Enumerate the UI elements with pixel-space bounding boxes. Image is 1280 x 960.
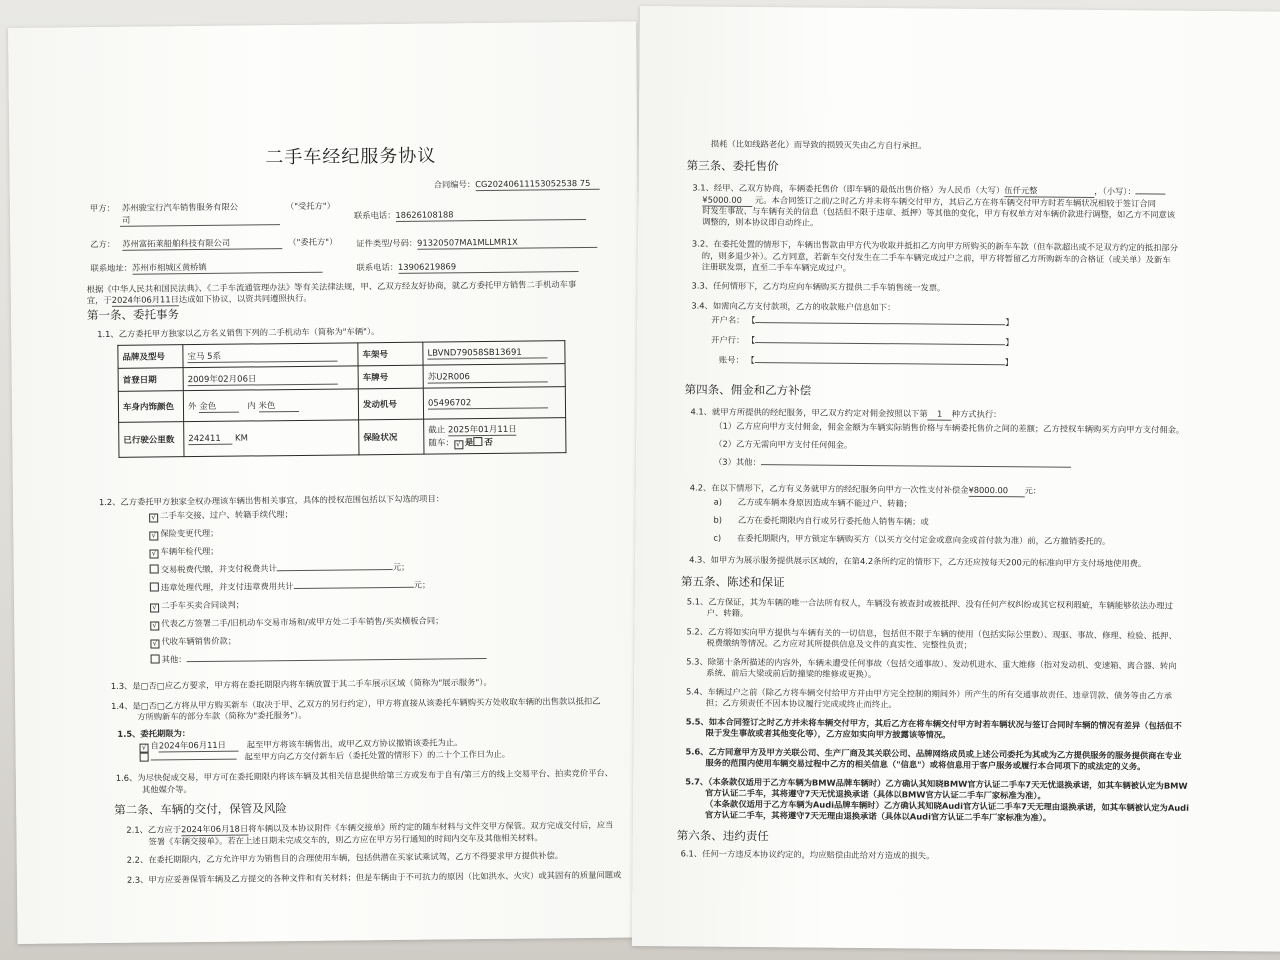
- reg-date-value: 2009年02月06日: [183, 366, 358, 391]
- clause-3-1-line-4: 调整的，则本协议即自动终止。: [702, 216, 819, 228]
- party-a-label: 甲方：: [89, 202, 115, 214]
- clause-3-2-line-2: 的，则多退少补）。乙方同意，若新车交付发生在二手车车辆完成过户之前，甲方将暂留乙方所购新车的合格证（或关单）及新车: [701, 250, 1171, 265]
- clause-2-1-line-1: 2.1、乙方应于2024年06月18日将车辆以及本协议附件《车辆交接单》所约定的随车材料与文件交甲方保管。双方完成交付后，应当: [126, 819, 614, 835]
- party-b-label: 乙方：: [90, 238, 116, 250]
- clause-1-2: 1.2、乙方委托甲方独家全权办理该车辆出售相关事宜，具体的授权范围包括以下勾选的项目：: [98, 493, 445, 508]
- section-2-title: 第二条、车辆的交付，保管及风险: [114, 801, 287, 817]
- vehicle-info-table: [117, 340, 566, 458]
- insurance-yes-checkbox: √: [454, 440, 463, 449]
- vin-label: 车架号: [358, 342, 423, 366]
- clause-5-4-line-1: 5.4、车辆过户之前（除乙方将车辆交付给甲方并由甲方完全控制的期间外）所产生的所有交通事故责任、违章罚款、债务等由乙方承: [685, 686, 1173, 701]
- clause-5-6-line-1: 5.6、乙方同意甲方及甲方关联公司、生产厂商及其关联公司、品牌网络成员或上述公司委托为其或为乙方提供服务的服务提供商在专业: [685, 746, 1182, 761]
- clause-5-7-line-2: 官方认证二手车，其将遵守7天无忧退换承诺（具体以BMW官方认证二手车厂家标准为准）。: [705, 787, 1046, 801]
- clause-5-5-line-1: 5.5、如本合同签订之时乙方并未将车辆交付甲方，其后乙方在将车辆交付甲方时若车辆状况与签订合同时车辆的情况有差异（包括但不: [685, 716, 1182, 731]
- section-5-title: 第五条、陈述和保证: [680, 574, 785, 590]
- clause-5-6-line-2: 服务的范围内使用车辆交易过程中乙方的相关信息（"信息"）或将信息用于客户服务或履行本合同项下的或法定的义务。: [705, 757, 1146, 772]
- clause-1-4-line-2: 方所购新车的部分车款（简称为"委托服务"）。: [137, 709, 307, 722]
- clause-1-1: 1.1、乙方委托甲方独家以乙方名义销售下列的二手机动车（简称为"车辆"）。: [97, 326, 380, 340]
- contract-number: 合同编号：CG20240611153052538 75: [434, 178, 600, 192]
- clause-3-1-line-1: 3.1、经甲、乙双方协商，车辆委托售价（即车辆的最低出售价格）为人民币（大写）伍仟元整 ，（小写）：: [692, 182, 1165, 198]
- auth-item-9: 其他：: [151, 651, 487, 666]
- reg-date-label: 首登日期: [118, 368, 183, 392]
- clause-5-1-line-1: 5.1、乙方保证，其为车辆的唯一合法所有权人，车辆没有被查封或被抵押、没有任何产权纠纷或其它权利瑕疵，车辆能够依法办理过: [686, 596, 1173, 611]
- document-title: 二手车经纪服务协议: [265, 145, 437, 169]
- clause-5-2-line-2: 税费缴纳等情况。乙方应对其所提供信息及文件的真实性、完整性负责；: [706, 637, 972, 650]
- vin-value: LBVND79058SB13691: [423, 341, 565, 365]
- section-4-title: 第四条、佣金和乙方补偿: [684, 382, 812, 398]
- account-number-field: 账号： 【 】: [718, 354, 1014, 368]
- clause-3-2-line-1: 3.2、在委托处置的情形下，车辆出售款由甲方代为收取并抵扣乙方向甲方所购买的新车车款（但车款超出或不足双方约定的抵扣部分: [691, 238, 1179, 253]
- clause-5-3-line-2: 系统、前后大梁或前后防撞梁的维修或更换）。: [706, 667, 877, 680]
- clause-1-5-option-a: √ 自2024年06月11日 起至甲方将该车辆售出，或甲乙双方协议撤销该委托为止。: [139, 737, 462, 752]
- party-a-phone: 联系电话：18626108188: [354, 208, 586, 222]
- clause-1-4-line-1: 1.4、是□否□乙方将从甲方购买新车（取决于甲、乙双方的另行约定），甲方将直接从该委托车辆购买方处收取车辆的出售款以抵扣乙: [111, 695, 601, 711]
- right-page: [632, 6, 1280, 952]
- engine-label: 发动机号: [358, 388, 423, 420]
- party-b-phone: 联系电话：13906219869: [356, 260, 578, 274]
- party-b-id: 证件类型/号码：91320507MA1MLLMR1X: [356, 236, 597, 251]
- insurance-label: 保险状况: [359, 419, 424, 455]
- auth-item-3: √ 车辆年检代理；: [149, 546, 218, 559]
- auth-item-2: √ 保险变更代理；: [149, 528, 218, 541]
- clause-5-1-line-2: 户、转籍。: [706, 607, 749, 618]
- clause-3-2-line-3: 注册联发票，直至二手车车辆完成过户。: [701, 261, 852, 273]
- clause-1-5: 1.5、委托期限为：: [117, 728, 191, 739]
- clause-5-7-line-4: 官方认证二手车，其将遵守7天无理由退换承诺（具体以Audi官方认证二手车厂家标准为准）。: [704, 809, 1052, 823]
- auth-item-5: 违章处理代理，并支付违章费用共计 元；: [150, 580, 430, 594]
- clause-5-7-line-1: 5.7、（本条款仅适用于乙方车辆为BMW品牌车辆时）乙方确认其知晓BMW官方认证二手车7天无忧退换承诺，如其车辆被认定为BMW: [685, 776, 1188, 791]
- clause-4-3: 4.3、如甲方为展示服务提供展示区域的，在第4.2条所约定的情形下，乙方还应按每天200元的标准向甲方支付场地使用费。: [689, 554, 1147, 569]
- account-bank-field: 开户行： 【 】: [711, 334, 1014, 348]
- clause-1-6-line-1: 1.6、为尽快促成交易，甲方可在委托期限内将该车辆及其相关信息提供给第三方或发布于自有/第三方的线上交易平台、拍卖竞价平台、: [115, 767, 614, 783]
- insurance-value: 截止 2025年01月11日 随车： √ 是 否: [424, 418, 566, 454]
- auth-item-1: √ 二手车交接、过户、转籍手续代理；: [149, 509, 293, 523]
- brand-label: 品牌及型号: [118, 345, 183, 369]
- clause-3-4: 3.4、如需向乙方支付款项，乙方的收款账户信息如下：: [691, 300, 896, 313]
- section-3-title: 第三条、委托售价: [686, 158, 779, 174]
- clause-1-3: 1.3、是□否□应乙方要求，甲方将在委托期限内将车辆放置于其二手车展示区域（简称为"展示服务"）。: [110, 676, 492, 691]
- auth-item-6: √ 二手车买卖合同谈判；: [150, 600, 244, 613]
- insurance-no-checkbox: [473, 437, 482, 446]
- clause-5-7-line-3: （本条款仅适用于乙方车辆为Audi品牌车辆时）乙方确认其知晓Audi官方认证二手车7天无理由退换承诺，如其车辆被认定为Audi: [704, 798, 1190, 813]
- auth-item-8: √ 代收车辆销售价款；: [150, 636, 236, 649]
- clause-5-4-line-2: 担；乙方须责任不因本协议履行完成或终止而终止。: [705, 697, 897, 710]
- plate-label: 车牌号: [358, 365, 423, 389]
- preamble-line-2: 宜，于2024年06月11日达成如下协议，以资共同遵照执行。: [86, 292, 312, 306]
- preamble-line-1: 根据《中华人民共和国民法典》、《二手车流通管理办法》等有关法律法规，甲、乙双方经友好协商，就乙方委托甲方销售二手机动车事: [86, 279, 577, 295]
- auth-item-7: √ 代表乙方签署二手/旧机动车交易市场和/或甲方处二手车销售/买卖横板合同；: [150, 615, 443, 630]
- party-a-name: 苏州骏宝行汽车销售服务有限公: [121, 201, 239, 213]
- clause-4-1-option-2: （2）乙方无需向甲方支付任何佣金。: [714, 438, 853, 450]
- clause-2-1-line-2: 签署《车辆交接单》。若在上述日期未完成交车的，则乙方应在甲方另行通知的时间内交车及其他相关材料。: [148, 832, 543, 847]
- section-1-title: 第一条、委托事务: [86, 307, 180, 323]
- table-row: [119, 418, 566, 458]
- clause-4-2-a: a) 乙方或车辆本身原因造成车辆不能过户、转籍；: [713, 496, 913, 509]
- clause-4-2-c: c) 在委托期限内，甲方锁定车辆购买方（以买方交付定金或意向金或首付款为准）前，乙方撤销委托的。: [713, 532, 1111, 547]
- clause-1-6-line-2: 其他媒介等。: [141, 784, 192, 795]
- clause-4-1: 4.1、就甲方所提供的经纪服务，甲乙双方约定对佣金按照以下第 1 种方式执行：: [690, 406, 1002, 420]
- clause-2-2: 2.2、在委托期限内，乙方允许甲方为销售目的合理使用车辆，包括供潜在买家试乘试驾，乙方不得要求甲方提供补偿。: [126, 850, 564, 865]
- clause-5-2-line-1: 5.2、乙方将如实向甲方提供与车辆有关的一切信息，包括但不限于车辆的使用（包括实际公里数）、现驱、事故、修理、检验、抵押、: [686, 626, 1177, 641]
- clause-2-3-cont: 损耗（比如线路老化）而导致的损毁灭失由乙方自行承担。: [710, 138, 927, 151]
- clause-4-2-b: b) 乙方在委托期限内自行或另行委托他人销售车辆；或: [713, 514, 929, 527]
- clause-2-3: 2.3、甲方应妥善保管车辆及乙方提交的各种文件和有关材料；但是车辆由于不可抗力的原因（比如洪水、火灾）或其固有的质量问题或: [126, 869, 622, 885]
- color-label: 车身内饰颜色: [118, 391, 183, 423]
- party-a-role: （"受托方"）: [285, 200, 336, 212]
- clause-4-1-option-3: （3）其他：: [714, 457, 1071, 471]
- clause-3-3: 3.3、任何情形下，乙方均应向车辆购买方提供二手车销售统一发票。: [691, 280, 946, 293]
- section-6-title: 第六条、违约责任: [676, 828, 769, 844]
- clause-4-1-option-1: （1）乙方应向甲方支付佣金，佣金金额为车辆实际销售价格与车辆委托售价之间的差额；乙方授权车辆购买方向甲方支付佣金。: [714, 420, 1185, 435]
- party-b-address: 联系地址：苏州市相城区黄桥镇: [90, 261, 322, 275]
- clause-5-5-line-2: 限于发生事故或者其他变化等），乙方应如实向甲方披露该等情况。: [705, 727, 951, 740]
- color-value: 外 金色 内 米色: [183, 389, 358, 422]
- clause-3-1-line-3: 时发生事故、与车辆有关的信息（包括但不限于违章、抵押）等其他的变化，甲方有权单方对车辆价款进行调整，如乙方不同意该: [702, 205, 1176, 220]
- clause-4-2: 4.2、在以下情形下，乙方有义务就甲方的经纪服务向甲方一次性支付补偿金¥8000.00 元：: [689, 482, 1042, 496]
- clause-3-1-line-2: ¥5000.00 元。本合同签订之前/之时乙方并未将车辆交付甲方，其后乙方在将车辆交付甲方时若车辆状况相较于签订合同: [702, 194, 1157, 209]
- brand-value: 宝马 5系: [183, 343, 358, 368]
- party-a-name-cont: 司: [121, 214, 131, 225]
- table-row: [118, 387, 565, 423]
- clause-6-1: 6.1、任何一方违反本协议约定的，均应赔偿由此给对方造成的损失。: [680, 848, 935, 861]
- clause-1-5-option-b: 起至甲方向乙方交付新车后（委托处置的情形下）的二十个工作日为止。: [140, 749, 511, 764]
- engine-value: 05496702: [423, 387, 565, 419]
- left-page: [8, 21, 646, 944]
- clause-5-3-line-1: 5.3、除第十条所描述的内容外，车辆未遭受任何事故（包括交通事故）、发动机进水、重大维修（指对发动机、变速箱、离合器、转向: [686, 656, 1177, 671]
- auth-item-4: 交易税费代缴，并支付税费共计 元；: [150, 562, 410, 576]
- mileage-label: 已行驶公里数: [119, 422, 184, 458]
- account-name-field: 开户名： 【 】: [711, 314, 1014, 328]
- party-b-name: 苏州富拓莱船舶科技有限公司: [122, 237, 282, 251]
- plate-value: 苏U2R006: [423, 364, 565, 388]
- mileage-value: 242411 KM: [184, 420, 359, 457]
- party-b-role: （"委托方"）: [288, 236, 338, 248]
